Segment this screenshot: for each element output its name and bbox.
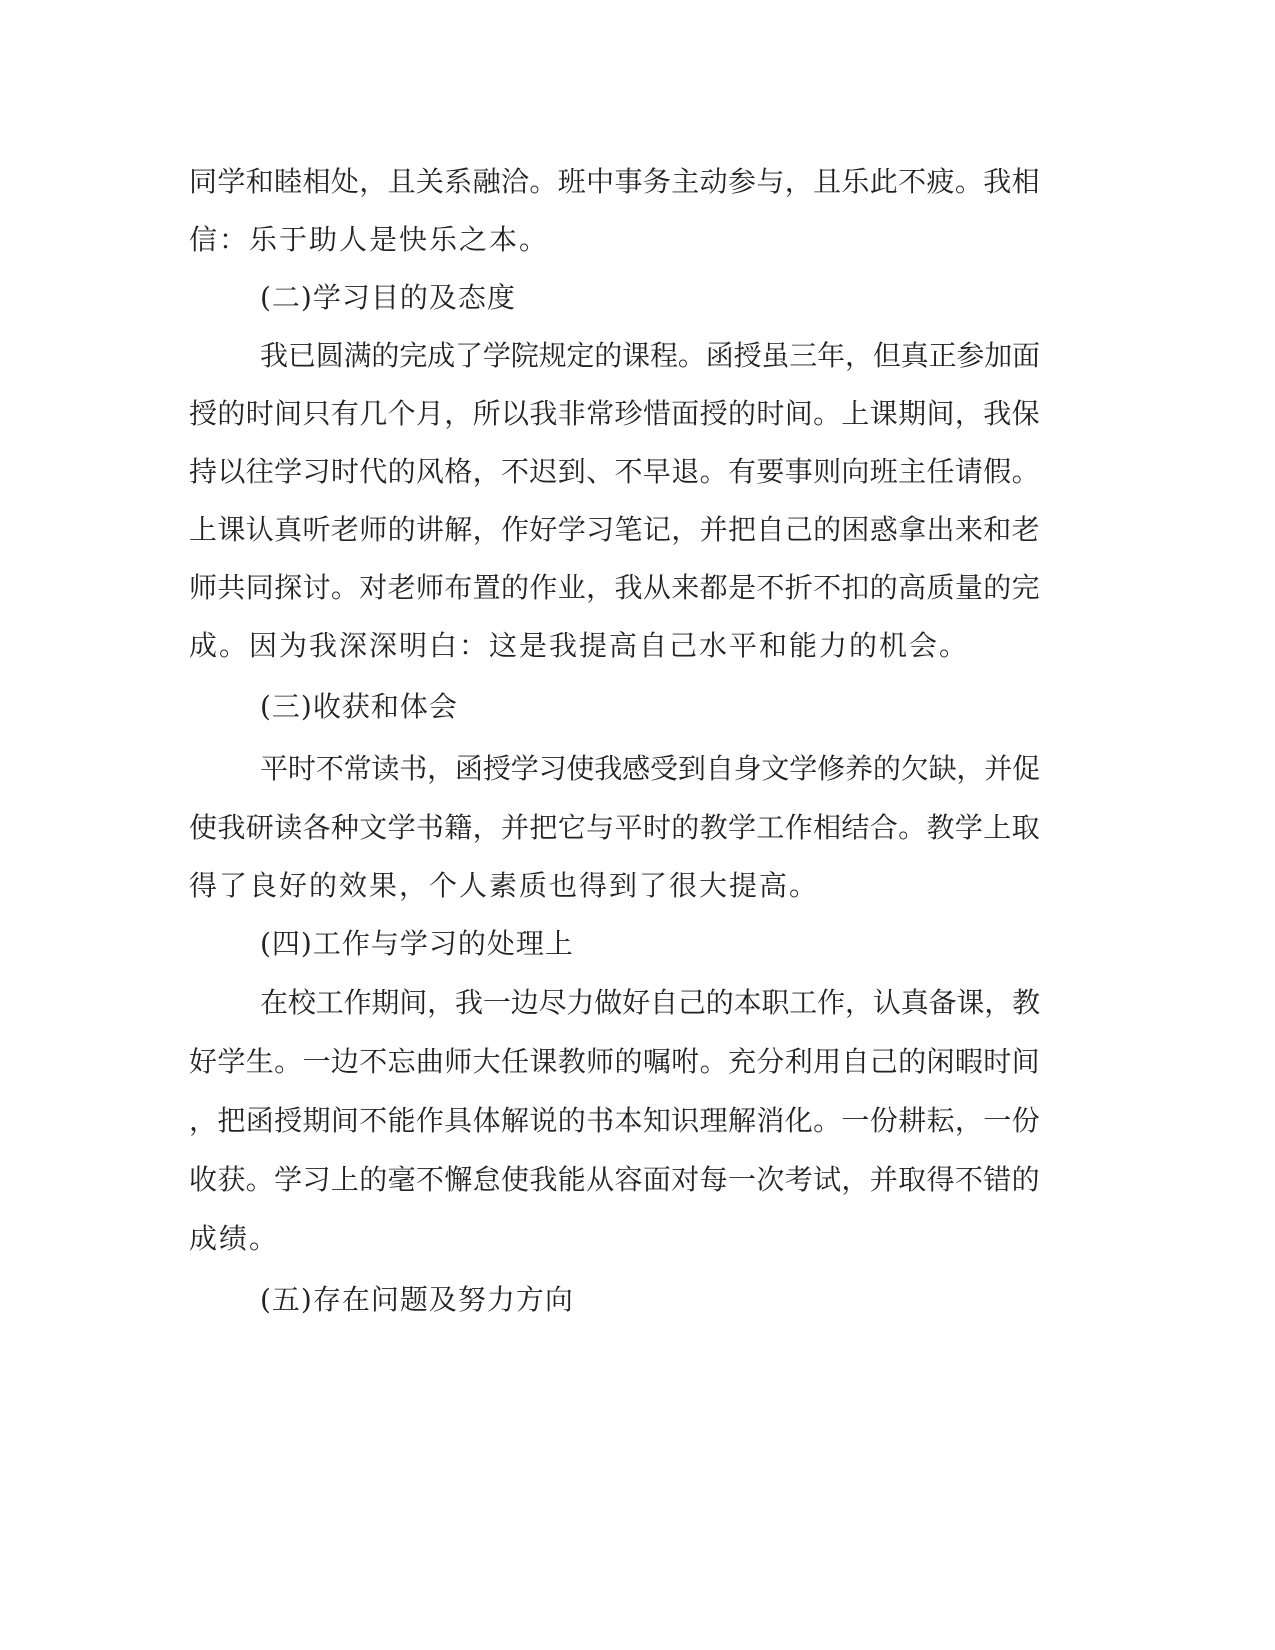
paragraph-line: 收获。学习上的毫不懈怠使我能从容面对每一次考试，并取得不错的 (189, 1163, 1041, 1196)
paragraph-line: 授的时间只有几个月，所以我非常珍惜面授的时间。上课期间，我保 (189, 397, 1041, 430)
paragraph-line: 在校工作期间，我一边尽力做好自己的本职工作，认真备课，教 (260, 986, 1041, 1019)
paragraph-line: 上课认真听老师的讲解，作好学习笔记，并把自己的困惑拿出来和老 (189, 513, 1041, 546)
paragraph-line: 成。因为我深深明白：这是我提高自己水平和能力的机会。 (189, 629, 970, 662)
paragraph-line: 我已圆满的完成了学院规定的课程。函授虽三年，但真正参加面 (260, 339, 1041, 372)
section-heading: (二)学习目的及态度 (260, 281, 516, 314)
paragraph-line: 信：乐于助人是快乐之本。 (189, 223, 550, 256)
section-heading: (五)存在问题及努力方向 (260, 1283, 574, 1316)
paragraph-line: 成绩。 (189, 1222, 280, 1255)
paragraph-line: 持以往学习时代的风格，不迟到、不早退。有要事则向班主任请假。 (189, 455, 1041, 488)
paragraph-line: 师共同探讨。对老师布置的作业，我从来都是不折不扣的高质量的完 (189, 571, 1041, 604)
section-heading: (四)工作与学习的处理上 (260, 927, 574, 960)
paragraph-line: ，把函授期间不能作具体解说的书本知识理解消化。一份耕耘，一份 (189, 1104, 1041, 1137)
paragraph-line: 同学和睦相处，且关系融洽。班中事务主动参与，且乐此不疲。我相 (189, 165, 1041, 198)
paragraph-line: 得了良好的效果，个人素质也得到了很大提高。 (189, 869, 820, 902)
paragraph-line: 好学生。一边不忘曲师大任课教师的嘱咐。充分利用自己的闲暇时间 (189, 1045, 1041, 1078)
section-heading: (三)收获和体会 (260, 690, 458, 723)
paragraph-line: 平时不常读书，函授学习使我感受到自身文学修养的欠缺，并促 (260, 752, 1041, 785)
paragraph-line: 使我研读各种文学书籍，并把它与平时的教学工作相结合。教学上取 (189, 811, 1041, 844)
